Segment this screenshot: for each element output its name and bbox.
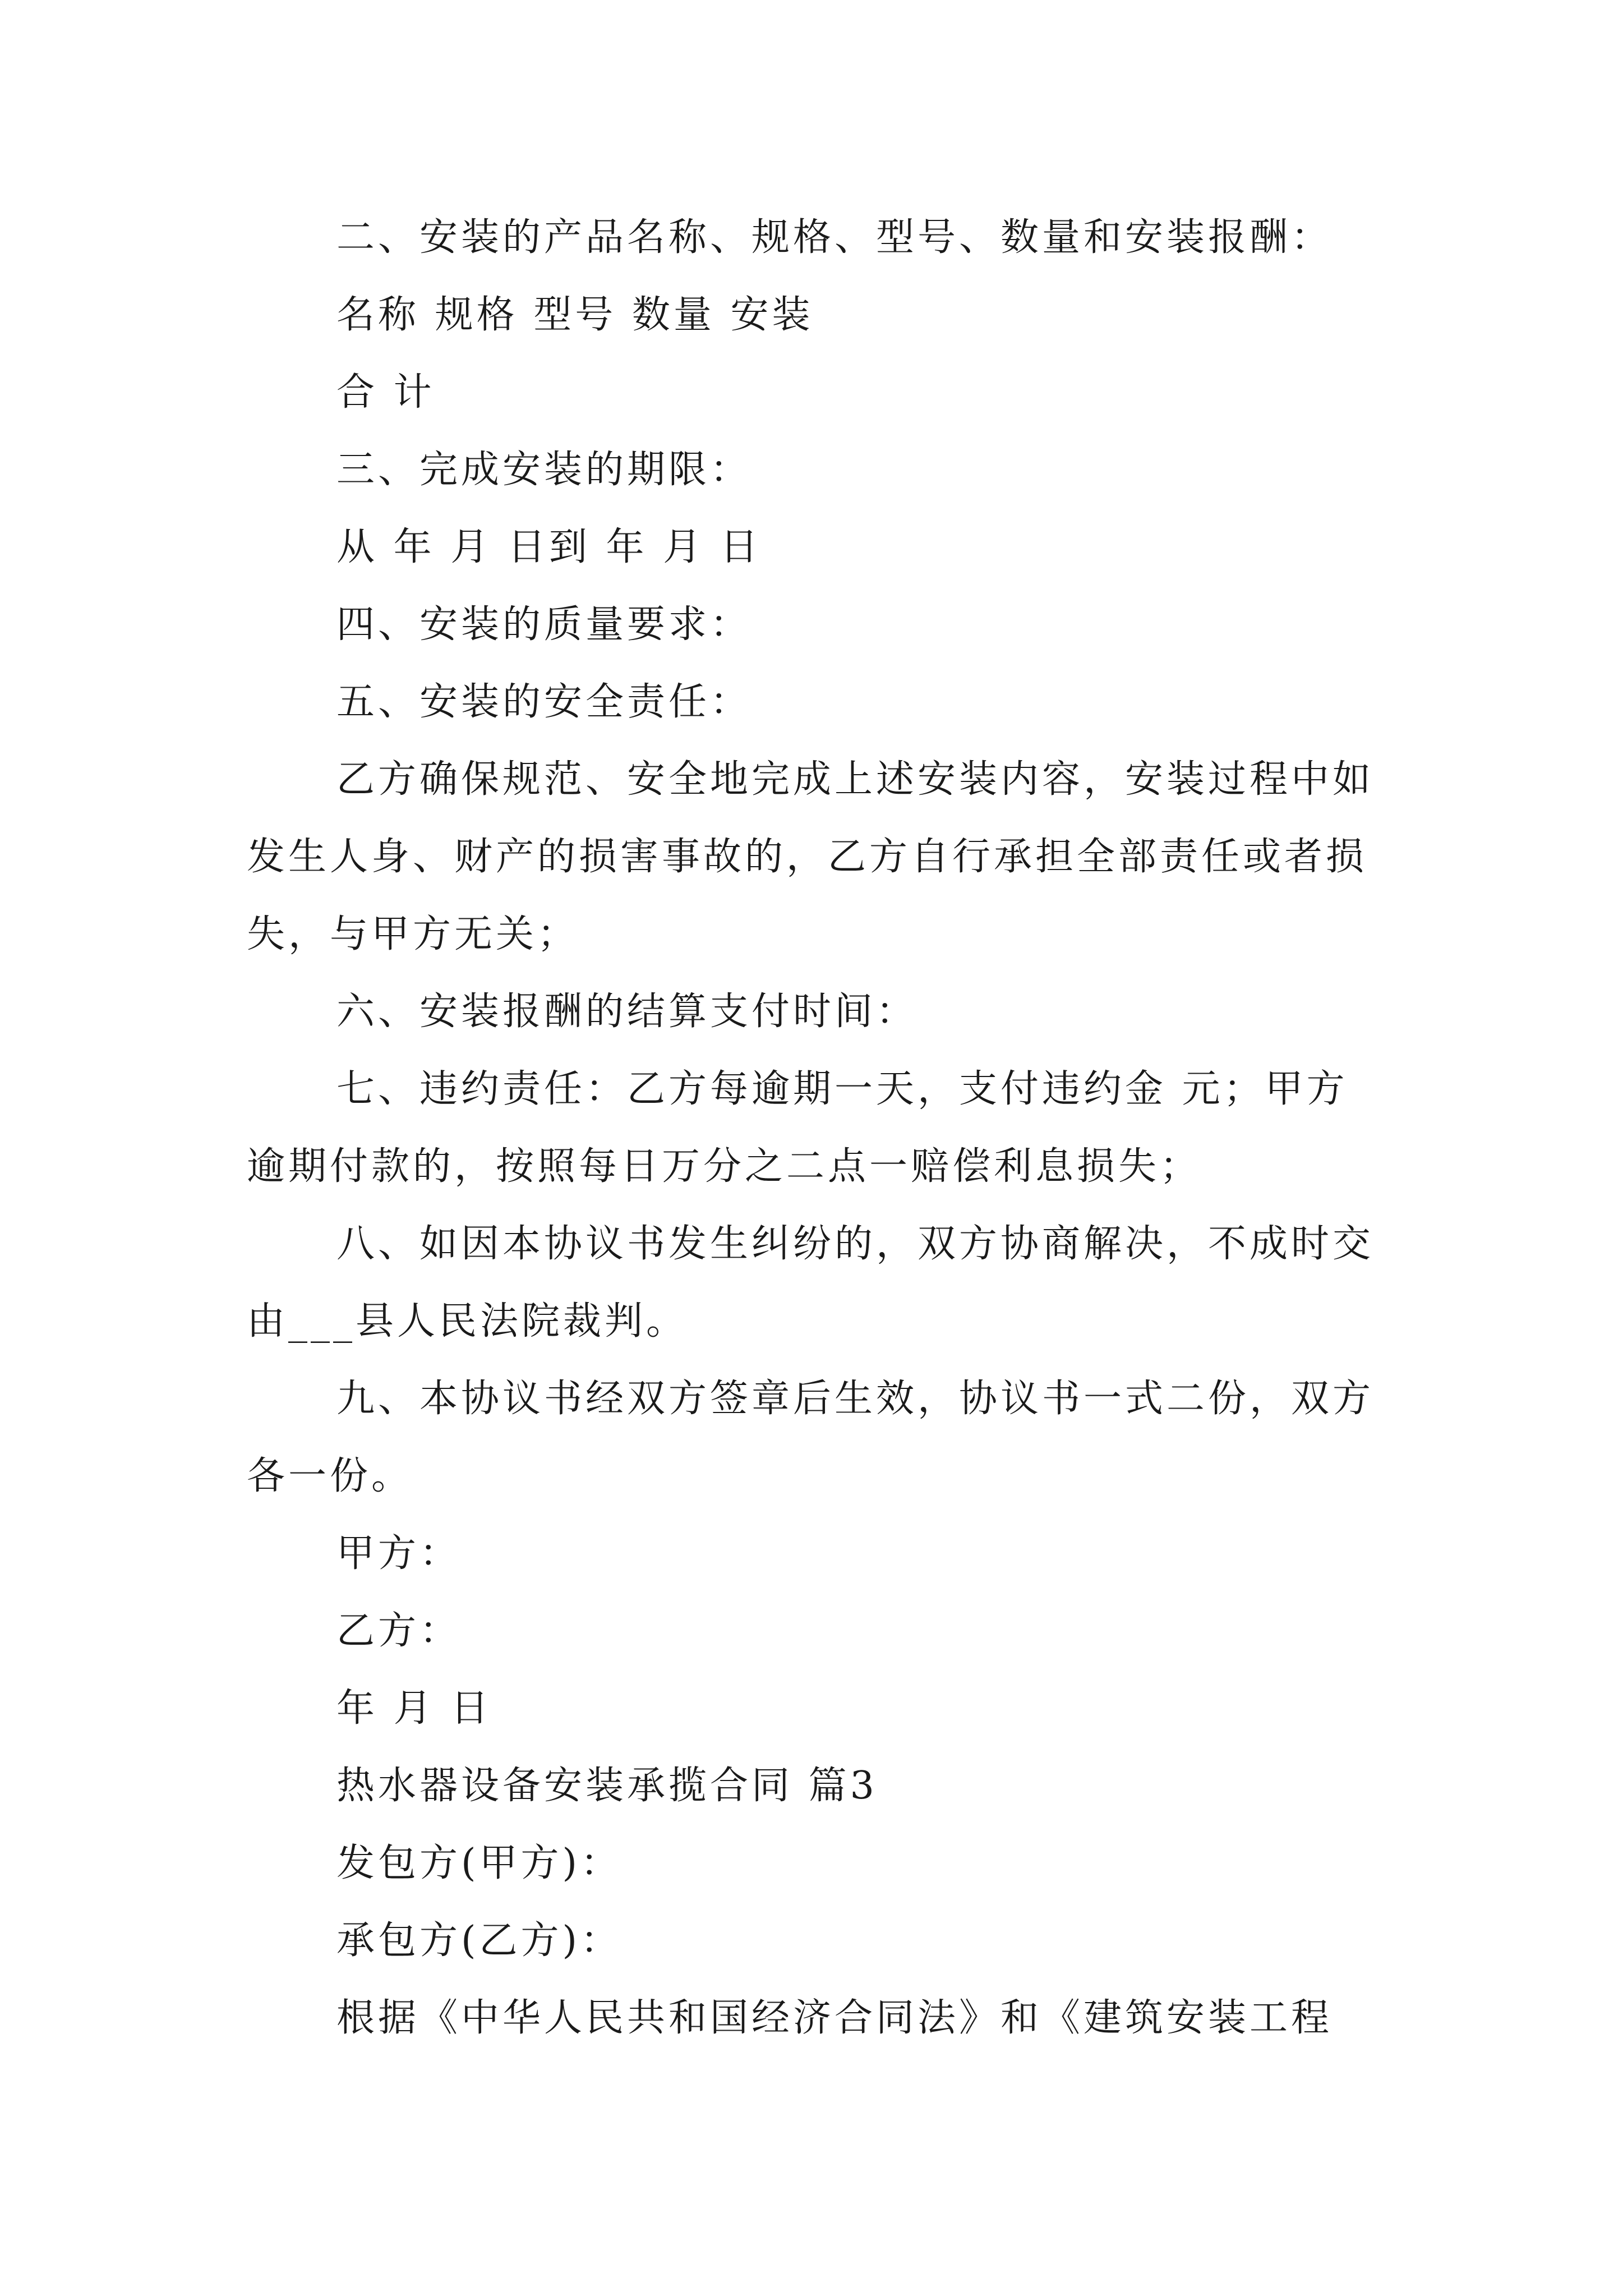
section-8-paragraph: 八、如因本协议书发生纠纷的，双方协商解决，不成时交由___县人民法院裁判。 [247,1222,1375,1343]
section-3-heading: 三、完成安装的期限： [336,448,752,492]
section-9-paragraph: 九、本协议书经双方签章后生效，协议书一式二份，双方各一份。 [247,1377,1375,1498]
table-header-line: 名称 规格 型号 数量 安装 [336,293,814,337]
section-7-paragraph: 七、违约责任：乙方每逾期一天，支付违约金 元；甲方逾期付款的，按照每日万分之二点一赔偿利息损失； [247,1067,1348,1189]
legal-basis-line: 根据《中华人民共和国经济合同法》和《建筑安装工程 [336,1996,1333,2040]
contractor-line: 承包方(乙方)： [336,1918,623,1963]
document-body [247,199,1385,2057]
party-b-signature-line: 乙方： [336,1609,462,1653]
section-4-heading: 四、安装的质量要求： [336,602,752,647]
section-6-heading: 六、安装报酬的结算支付时间： [336,990,918,1034]
employer-line: 发包方(甲方)： [336,1841,623,1885]
safety-responsibility-paragraph: 乙方确保规范、安全地完成上述安装内容，安装过程中如发生人身、财产的损害事故的，乙方自行承担全部责任或者损失，与甲方无关； [247,757,1375,956]
signature-date-line: 年 月 日 [336,1686,492,1731]
section-2-heading: 二、安装的产品名称、规格、型号、数量和安装报酬： [336,215,1333,260]
contract-title: 热水器设备安装承揽合同 篇3 [336,1764,878,1808]
date-range-line: 从 年 月 日到 年 月 日 [336,525,762,569]
table-total-line: 合 计 [336,370,435,415]
section-5-heading: 五、安装的安全责任： [336,680,752,724]
party-a-signature-line: 甲方： [336,1531,462,1576]
